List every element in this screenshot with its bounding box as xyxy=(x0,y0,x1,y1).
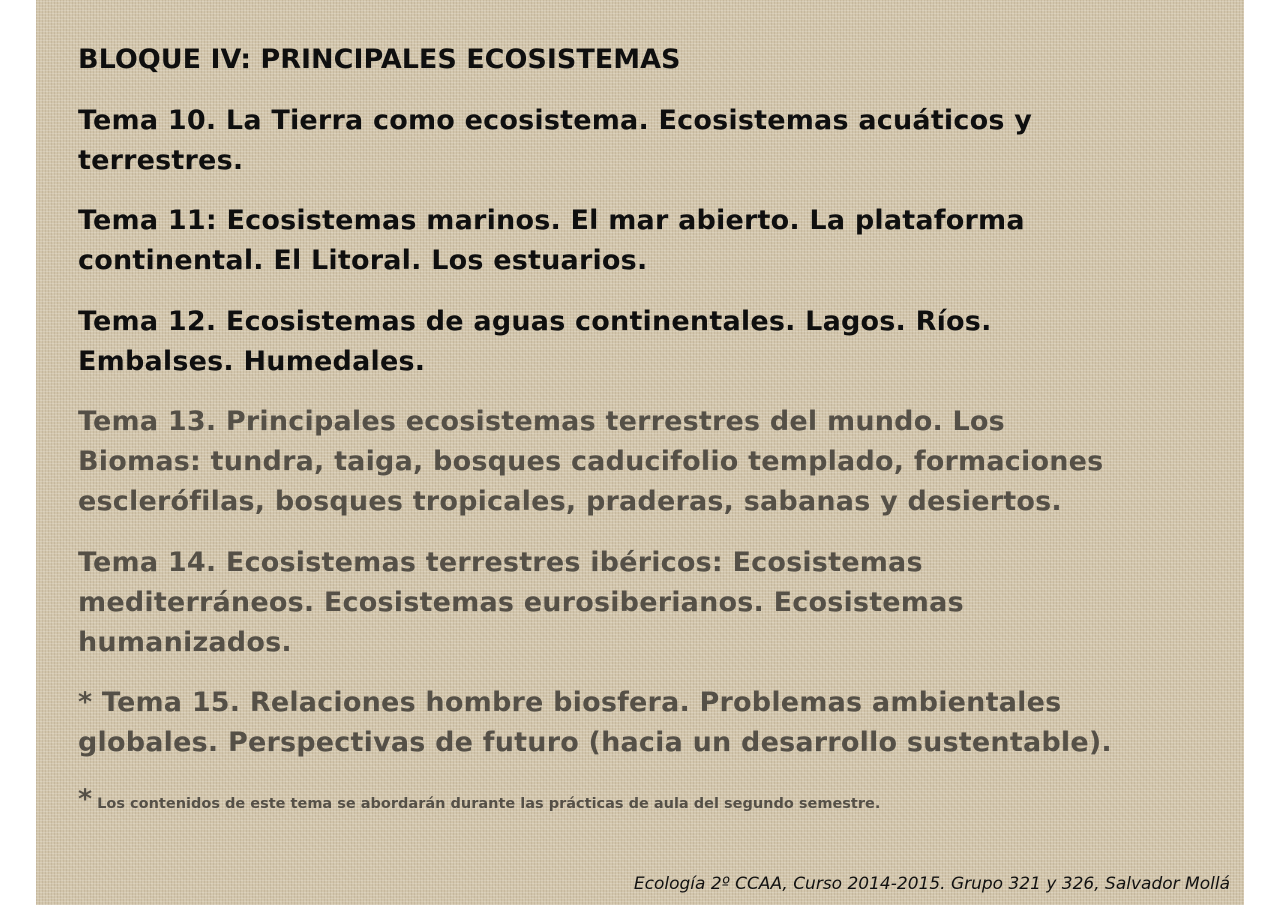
topic-12-line-1: Tema 12. Ecosistemas de aguas continentales. Lagos. Ríos. xyxy=(78,306,992,337)
footnote-text: Los contenidos de este tema se abordarán durante las prácticas de aula del segundo semestre. xyxy=(92,796,881,812)
topic-15-line-1: * Tema 15. Relaciones hombre biosfera. Problemas ambientales xyxy=(78,687,1062,718)
topic-11-line-2: continental. El Litoral. Los estuarios. xyxy=(78,245,648,276)
topic-14-line-3: humanizados. xyxy=(78,627,292,658)
topic-10-line-2: terrestres. xyxy=(78,145,244,176)
topic-13-line-3: esclerófilas, bosques tropicales, praderas, sabanas y desiertos. xyxy=(78,486,1062,517)
topic-12-line-2: Embalses. Humedales. xyxy=(78,346,426,377)
topic-12 xyxy=(78,302,992,382)
topic-15-line-2: globales. Perspectivas de futuro (hacia un desarrollo sustentable). xyxy=(78,727,1112,758)
footnote xyxy=(78,780,880,820)
slide xyxy=(36,0,1244,905)
topic-13-line-2: Biomas: tundra, taiga, bosques caducifolio templado, formaciones xyxy=(78,446,1104,477)
topic-11-line-1: Tema 11: Ecosistemas marinos. El mar abierto. La plataforma xyxy=(78,205,1025,236)
footer-credit: Ecología 2º CCAA, Curso 2014-2015. Grupo 321 y 326, Salvador Mollá xyxy=(633,874,1230,894)
topic-14-line-1: Tema 14. Ecosistemas terrestres ibéricos: Ecosistemas xyxy=(78,547,923,578)
topic-10 xyxy=(78,101,1032,181)
topic-10-line-1: Tema 10. La Tierra como ecosistema. Ecosistemas acuáticos y xyxy=(78,105,1033,136)
topic-14-line-2: mediterráneos. Ecosistemas eurosiberianos. Ecosistemas xyxy=(78,587,964,618)
block-heading: BLOQUE IV: PRINCIPALES ECOSISTEMAS xyxy=(78,44,681,75)
topic-13-line-1: Tema 13. Principales ecosistemas terrestres del mundo. Los xyxy=(78,406,1005,437)
topic-15 xyxy=(78,683,1112,763)
topic-14 xyxy=(78,543,964,663)
footnote-marker: * xyxy=(78,784,93,815)
topic-11 xyxy=(78,201,1025,281)
topic-13 xyxy=(78,402,1103,522)
